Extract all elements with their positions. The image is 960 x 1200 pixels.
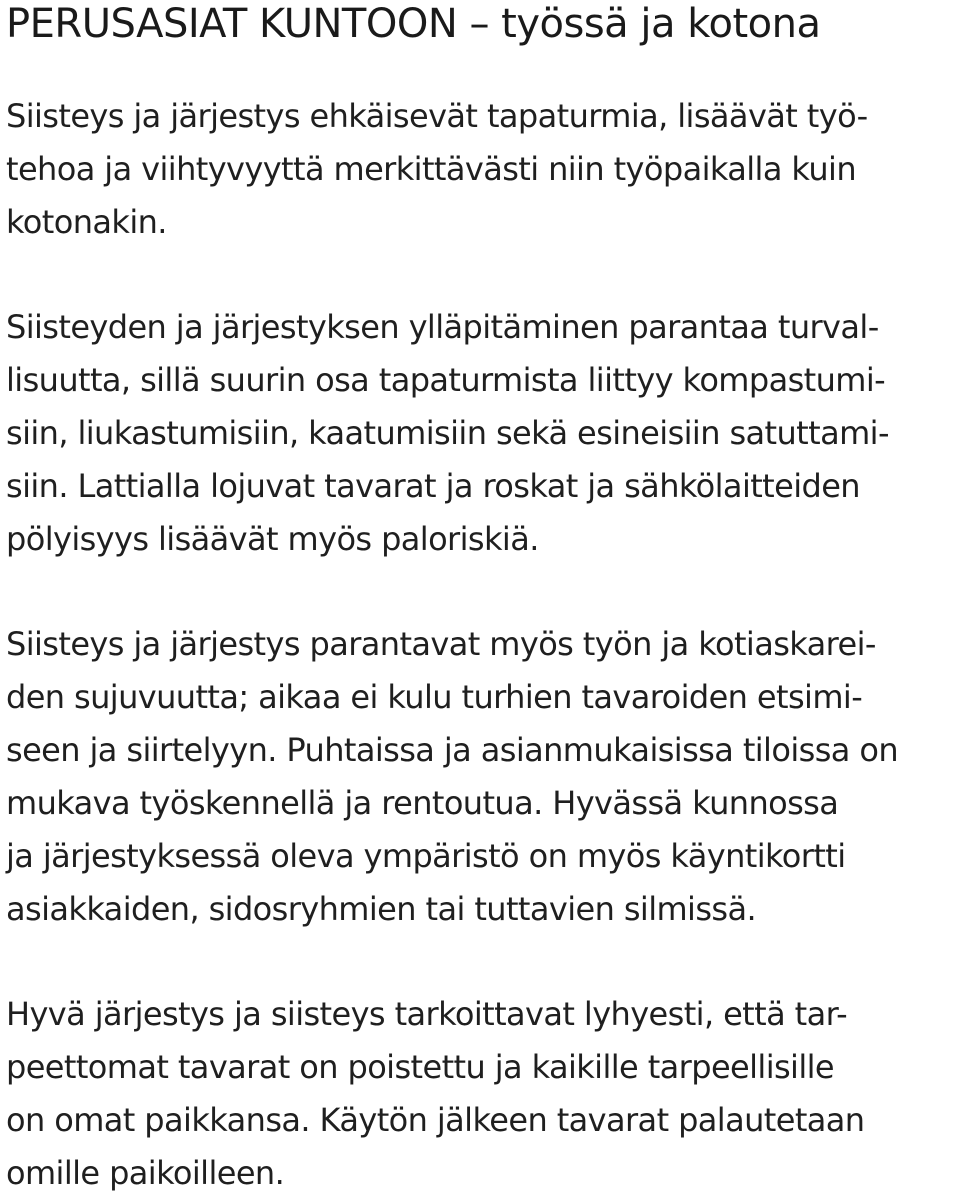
paragraph-gap (6, 249, 956, 301)
text-line: Hyvä järjestys ja siisteys tarkoittavat lyhyesti, että tar- (6, 995, 848, 1033)
body-text (6, 90, 956, 1200)
text-line: on omat paikkansa. Käytön jälkeen tavarat palautetaan (6, 1101, 865, 1139)
text-line: pölyisyys lisäävät myös paloriskiä. (6, 520, 539, 558)
text-line: ja järjestyksessä oleva ympäristö on myös käyntikortti (6, 837, 846, 875)
paragraph-3 (6, 618, 956, 936)
text-line: lisuutta, sillä suurin osa tapaturmista liittyy kompastumi- (6, 361, 886, 399)
paragraph-gap (6, 566, 956, 618)
paragraph-1 (6, 90, 956, 249)
document-page (6, 0, 956, 1200)
text-line: peettomat tavarat on poistettu ja kaikille tarpeellisille (6, 1048, 835, 1086)
text-line: Siisteys ja järjestys ehkäisevät tapaturmia, lisäävät työ- (6, 97, 868, 135)
text-line: kotonakin. (6, 203, 167, 241)
paragraph-gap (6, 936, 956, 988)
text-line: Siisteyden ja järjestyksen ylläpitäminen parantaa turval- (6, 308, 879, 346)
text-line: asiakkaiden, sidosryhmien tai tuttavien silmissä. (6, 890, 757, 928)
text-line: omille paikoilleen. (6, 1154, 285, 1192)
paragraph-2 (6, 301, 956, 566)
text-line: siin, liukastumisiin, kaatumisiin sekä esineisiin satuttami- (6, 414, 889, 452)
page-title: PERUSASIAT KUNTOON – työssä ja kotona (6, 1, 821, 47)
text-line: siin. Lattialla lojuvat tavarat ja roskat ja sähkölaitteiden (6, 467, 860, 505)
text-line: mukava työskennellä ja rentoutua. Hyvässä kunnossa (6, 784, 839, 822)
text-line: Siisteys ja järjestys parantavat myös työn ja kotiaskarei- (6, 625, 876, 663)
text-line: tehoa ja viihtyvyyttä merkittävästi niin työpaikalla kuin (6, 150, 857, 188)
paragraph-4 (6, 988, 956, 1200)
text-line: seen ja siirtelyyn. Puhtaissa ja asianmukaisissa tiloissa on (6, 731, 899, 769)
text-line: den sujuvuutta; aikaa ei kulu turhien tavaroiden etsimi- (6, 678, 863, 716)
